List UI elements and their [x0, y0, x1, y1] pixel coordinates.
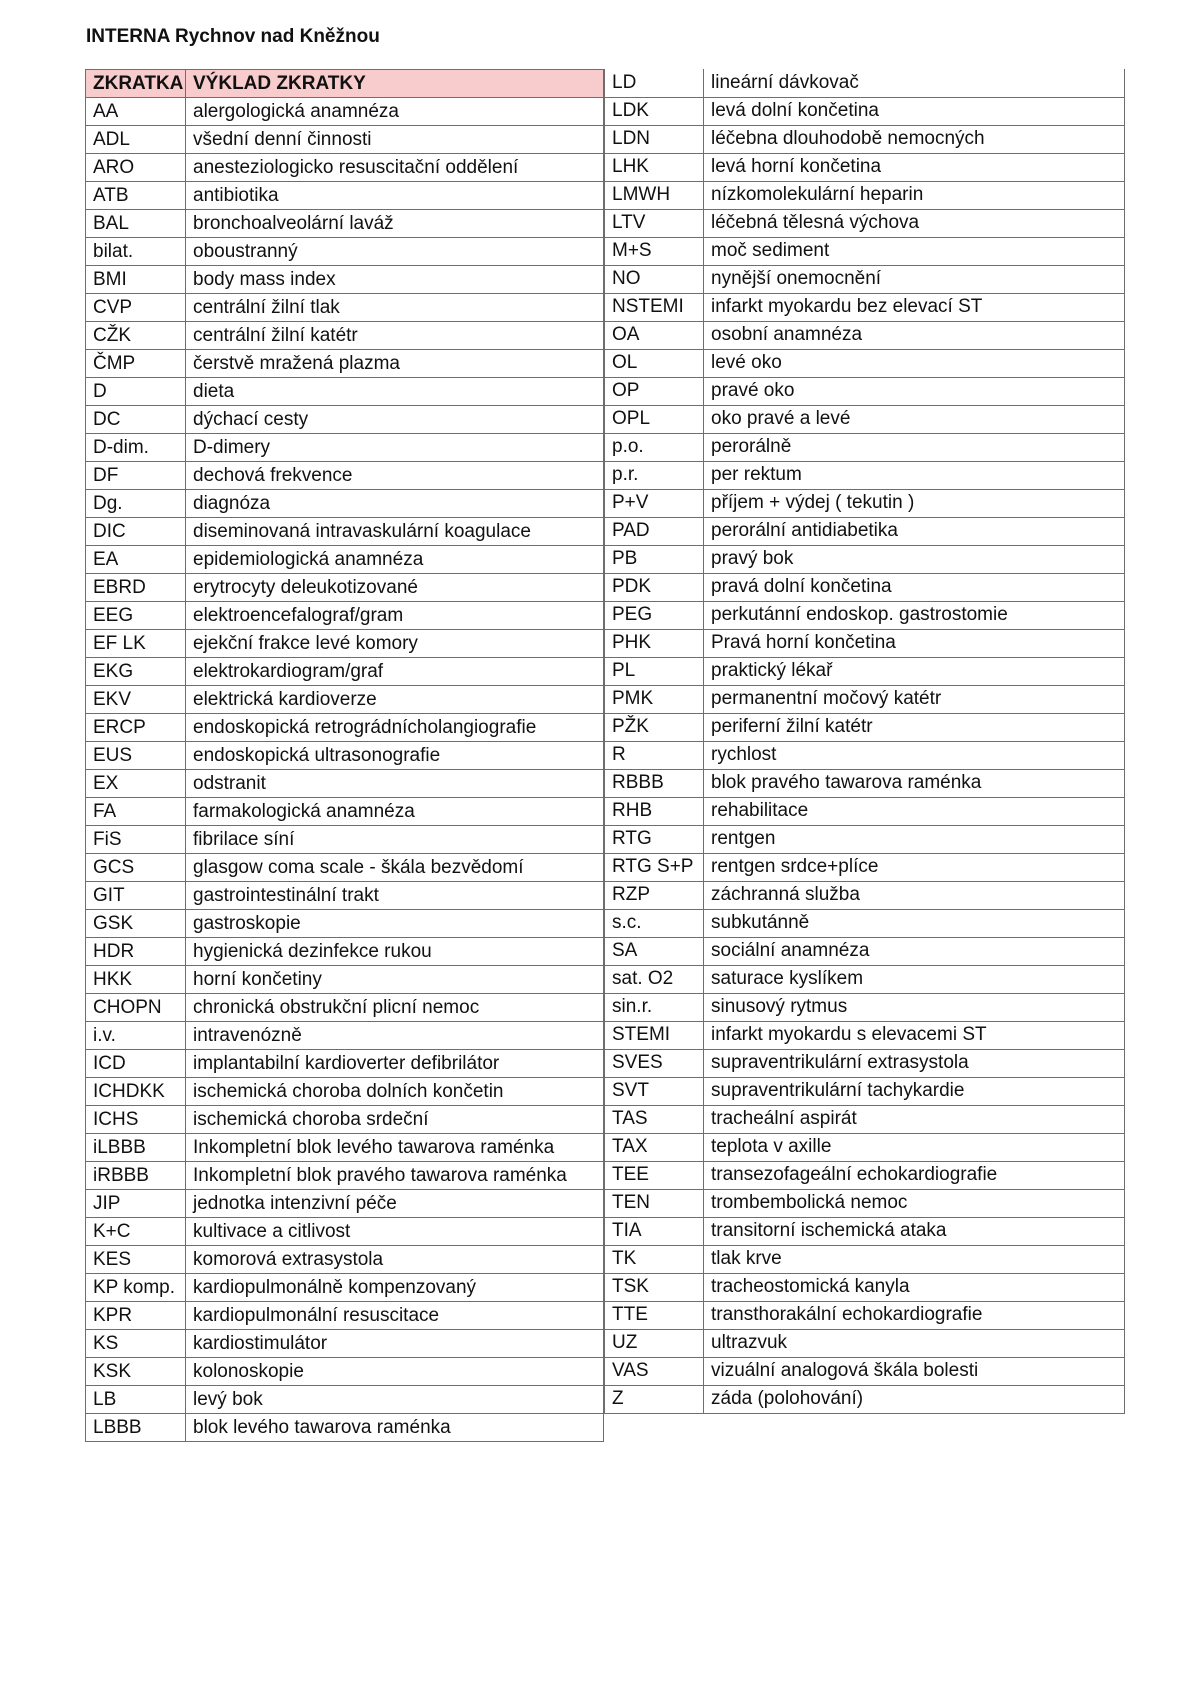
abbreviation-cell: Dg.	[86, 490, 186, 518]
meaning-cell: komorová extrasystola	[186, 1246, 604, 1274]
table-row	[86, 266, 604, 294]
abbreviation-cell: LHK	[605, 153, 704, 181]
meaning-cell: antibiotika	[186, 182, 604, 210]
table-row	[86, 742, 604, 770]
table-row	[605, 321, 1125, 349]
meaning-cell: rychlost	[704, 741, 1125, 769]
abbreviation-cell: p.r.	[605, 461, 704, 489]
meaning-cell: dieta	[186, 378, 604, 406]
table-row	[605, 489, 1125, 517]
table-row	[605, 825, 1125, 853]
meaning-cell: osobní anamnéza	[704, 321, 1125, 349]
table-row	[86, 1246, 604, 1274]
table-row	[86, 434, 604, 462]
meaning-cell: perorální antidiabetika	[704, 517, 1125, 545]
abbreviation-cell: HKK	[86, 966, 186, 994]
meaning-cell: nynější onemocnění	[704, 265, 1125, 293]
table-row	[605, 545, 1125, 573]
meaning-cell: elektrická kardioverze	[186, 686, 604, 714]
table-row	[86, 1330, 604, 1358]
abbreviation-cell: STEMI	[605, 1021, 704, 1049]
meaning-cell: všední denní činnosti	[186, 126, 604, 154]
abbreviation-cell: RHB	[605, 797, 704, 825]
abbreviation-cell: sat. O2	[605, 965, 704, 993]
abbreviation-cell: ČMP	[86, 350, 186, 378]
table-row	[86, 1106, 604, 1134]
abbreviation-table-right	[604, 69, 1125, 1414]
table-row	[86, 378, 604, 406]
meaning-cell: dýchací cesty	[186, 406, 604, 434]
abbreviation-cell: NSTEMI	[605, 293, 704, 321]
table-row	[86, 546, 604, 574]
table-row	[86, 1414, 604, 1442]
abbreviation-cell: PDK	[605, 573, 704, 601]
table-row	[86, 854, 604, 882]
header-abbreviation: ZKRATKA	[86, 70, 186, 98]
meaning-cell: kolonoskopie	[186, 1358, 604, 1386]
table-row	[86, 182, 604, 210]
abbreviation-cell: VAS	[605, 1357, 704, 1385]
abbreviation-cell: ARO	[86, 154, 186, 182]
table-row	[86, 322, 604, 350]
meaning-cell: endoskopická retrográdnícholangiografie	[186, 714, 604, 742]
table-row	[605, 69, 1125, 97]
table-row	[605, 1301, 1125, 1329]
table-row	[86, 602, 604, 630]
meaning-cell: ejekční frakce levé komory	[186, 630, 604, 658]
meaning-cell: alergologická anamnéza	[186, 98, 604, 126]
meaning-cell: sociální anamnéza	[704, 937, 1125, 965]
meaning-cell: levá dolní končetina	[704, 97, 1125, 125]
table-row	[86, 1358, 604, 1386]
abbreviation-cell: D-dim.	[86, 434, 186, 462]
abbreviation-cell: GCS	[86, 854, 186, 882]
meaning-cell: perorálně	[704, 433, 1125, 461]
abbreviation-cell: PEG	[605, 601, 704, 629]
abbreviation-cell: sin.r.	[605, 993, 704, 1021]
abbreviation-cell: FiS	[86, 826, 186, 854]
table-row	[605, 1385, 1125, 1413]
table-row	[605, 237, 1125, 265]
table-row	[605, 713, 1125, 741]
abbreviation-cell: KES	[86, 1246, 186, 1274]
abbreviation-cell: OP	[605, 377, 704, 405]
abbreviation-cell: p.o.	[605, 433, 704, 461]
abbreviation-cell: TK	[605, 1245, 704, 1273]
table-row	[605, 909, 1125, 937]
meaning-cell: per rektum	[704, 461, 1125, 489]
abbreviation-cell: EX	[86, 770, 186, 798]
table-row	[605, 461, 1125, 489]
table-row	[605, 181, 1125, 209]
abbreviation-cell: R	[605, 741, 704, 769]
table-row	[605, 1021, 1125, 1049]
abbreviation-cell: i.v.	[86, 1022, 186, 1050]
table-row	[86, 462, 604, 490]
meaning-cell: vizuální analogová škála bolesti	[704, 1357, 1125, 1385]
table-row	[605, 125, 1125, 153]
abbreviation-cell: EEG	[86, 602, 186, 630]
table-row	[605, 433, 1125, 461]
table-row	[86, 350, 604, 378]
abbreviation-cell: ADL	[86, 126, 186, 154]
abbreviation-cell: OPL	[605, 405, 704, 433]
table-row	[605, 769, 1125, 797]
meaning-cell: horní končetiny	[186, 966, 604, 994]
abbreviation-cell: ATB	[86, 182, 186, 210]
abbreviation-cell: OL	[605, 349, 704, 377]
meaning-cell: trombembolická nemoc	[704, 1189, 1125, 1217]
table-row	[605, 1077, 1125, 1105]
meaning-cell: glasgow coma scale - škála bezvědomí	[186, 854, 604, 882]
meaning-cell: transezofageální echokardiografie	[704, 1161, 1125, 1189]
abbreviation-table-left-body	[86, 70, 604, 1442]
table-row	[86, 826, 604, 854]
abbreviation-cell: TAS	[605, 1105, 704, 1133]
abbreviation-cell: LBBB	[86, 1414, 186, 1442]
meaning-cell: levé oko	[704, 349, 1125, 377]
table-row	[605, 629, 1125, 657]
abbreviation-cell: TIA	[605, 1217, 704, 1245]
abbreviation-cell: P+V	[605, 489, 704, 517]
table-row	[86, 994, 604, 1022]
meaning-cell: příjem + výdej ( tekutin )	[704, 489, 1125, 517]
abbreviation-cell: NO	[605, 265, 704, 293]
meaning-cell: čerstvě mražená plazma	[186, 350, 604, 378]
meaning-cell: levý bok	[186, 1386, 604, 1414]
abbreviation-table-right-body	[605, 69, 1125, 1413]
table-row	[86, 154, 604, 182]
meaning-cell: transitorní ischemická ataka	[704, 1217, 1125, 1245]
abbreviation-cell: SVT	[605, 1077, 704, 1105]
abbreviation-cell: GIT	[86, 882, 186, 910]
abbreviation-cell: RBBB	[605, 769, 704, 797]
table-row	[605, 1189, 1125, 1217]
meaning-cell: body mass index	[186, 266, 604, 294]
abbreviation-cell: AA	[86, 98, 186, 126]
meaning-cell: jednotka intenzivní péče	[186, 1190, 604, 1218]
table-row	[605, 265, 1125, 293]
table-row	[86, 1162, 604, 1190]
table-header-row	[86, 70, 604, 98]
abbreviation-cell: GSK	[86, 910, 186, 938]
table-row	[86, 1190, 604, 1218]
meaning-cell: ultrazvuk	[704, 1329, 1125, 1357]
meaning-cell: rentgen	[704, 825, 1125, 853]
abbreviation-cell: SVES	[605, 1049, 704, 1077]
meaning-cell: tracheální aspirát	[704, 1105, 1125, 1133]
meaning-cell: kardiopulmonální resuscitace	[186, 1302, 604, 1330]
table-row	[86, 490, 604, 518]
meaning-cell: kardiostimulátor	[186, 1330, 604, 1358]
meaning-cell: blok levého tawarova raménka	[186, 1414, 604, 1442]
table-row	[605, 517, 1125, 545]
meaning-cell: sinusový rytmus	[704, 993, 1125, 1021]
abbreviation-cell: LDK	[605, 97, 704, 125]
abbreviation-cell: PAD	[605, 517, 704, 545]
abbreviation-cell: TAX	[605, 1133, 704, 1161]
table-row	[605, 153, 1125, 181]
abbreviation-cell: KSK	[86, 1358, 186, 1386]
table-row	[605, 965, 1125, 993]
meaning-cell: léčebna dlouhodobě nemocných	[704, 125, 1125, 153]
abbreviation-cell: HDR	[86, 938, 186, 966]
table-row	[605, 377, 1125, 405]
table-row	[605, 937, 1125, 965]
meaning-cell: odstranit	[186, 770, 604, 798]
abbreviation-table-left	[85, 69, 604, 1442]
abbreviation-cell: PŽK	[605, 713, 704, 741]
abbreviation-cell: EUS	[86, 742, 186, 770]
abbreviation-cell: FA	[86, 798, 186, 826]
meaning-cell: blok pravého tawarova raménka	[704, 769, 1125, 797]
table-row	[86, 294, 604, 322]
meaning-cell: rentgen srdce+plíce	[704, 853, 1125, 881]
abbreviation-cell: ICHS	[86, 1106, 186, 1134]
table-row	[605, 1245, 1125, 1273]
abbreviation-cell: EBRD	[86, 574, 186, 602]
table-row	[86, 98, 604, 126]
meaning-cell: pravé oko	[704, 377, 1125, 405]
table-row	[86, 1218, 604, 1246]
abbreviation-cell: iLBBB	[86, 1134, 186, 1162]
meaning-cell: saturace kyslíkem	[704, 965, 1125, 993]
abbreviation-cell: bilat.	[86, 238, 186, 266]
table-row	[86, 658, 604, 686]
abbreviation-cell: CVP	[86, 294, 186, 322]
abbreviation-cell: PB	[605, 545, 704, 573]
table-row	[86, 210, 604, 238]
table-row	[605, 405, 1125, 433]
abbreviation-cell: EF LK	[86, 630, 186, 658]
meaning-cell: supraventrikulární extrasystola	[704, 1049, 1125, 1077]
meaning-cell: pravá dolní končetina	[704, 573, 1125, 601]
table-row	[86, 938, 604, 966]
meaning-cell: subkutánně	[704, 909, 1125, 937]
meaning-cell: endoskopická ultrasonografie	[186, 742, 604, 770]
abbreviation-cell: OA	[605, 321, 704, 349]
abbreviation-cell: EKG	[86, 658, 186, 686]
abbreviation-cell: Z	[605, 1385, 704, 1413]
abbreviation-cell: PHK	[605, 629, 704, 657]
document-title: INTERNA Rychnov nad Kněžnou	[86, 26, 380, 47]
table-row	[605, 741, 1125, 769]
meaning-cell: implantabilní kardioverter defibrilátor	[186, 1050, 604, 1078]
table-row	[86, 630, 604, 658]
table-row	[605, 601, 1125, 629]
meaning-cell: moč sediment	[704, 237, 1125, 265]
meaning-cell: oboustranný	[186, 238, 604, 266]
table-row	[605, 1329, 1125, 1357]
meaning-cell: levá horní končetina	[704, 153, 1125, 181]
abbreviation-cell: TEN	[605, 1189, 704, 1217]
abbreviation-cell: DIC	[86, 518, 186, 546]
meaning-cell: diseminovaná intravaskulární koagulace	[186, 518, 604, 546]
meaning-cell: dechová frekvence	[186, 462, 604, 490]
table-row	[605, 1357, 1125, 1385]
table-row	[605, 853, 1125, 881]
abbreviation-cell: ERCP	[86, 714, 186, 742]
abbreviation-cell: TSK	[605, 1273, 704, 1301]
meaning-cell: nízkomolekulární heparin	[704, 181, 1125, 209]
table-row	[605, 1133, 1125, 1161]
table-row	[605, 1105, 1125, 1133]
table-row	[605, 209, 1125, 237]
meaning-cell: hygienická dezinfekce rukou	[186, 938, 604, 966]
table-row	[86, 798, 604, 826]
meaning-cell: rehabilitace	[704, 797, 1125, 825]
abbreviation-cell: JIP	[86, 1190, 186, 1218]
table-row	[86, 882, 604, 910]
header-meaning: VÝKLAD ZKRATKY	[186, 70, 604, 98]
meaning-cell: elektroencefalograf/gram	[186, 602, 604, 630]
meaning-cell: tracheostomická kanyla	[704, 1273, 1125, 1301]
meaning-cell: permanentní močový katétr	[704, 685, 1125, 713]
abbreviation-cell: K+C	[86, 1218, 186, 1246]
meaning-cell: teplota v axille	[704, 1133, 1125, 1161]
table-row	[605, 993, 1125, 1021]
meaning-cell: tlak krve	[704, 1245, 1125, 1273]
abbreviation-cell: D	[86, 378, 186, 406]
table-row	[86, 686, 604, 714]
abbreviation-cell: iRBBB	[86, 1162, 186, 1190]
abbreviation-cell: TTE	[605, 1301, 704, 1329]
meaning-cell: D-dimery	[186, 434, 604, 462]
meaning-cell: fibrilace síní	[186, 826, 604, 854]
meaning-cell: oko pravé a levé	[704, 405, 1125, 433]
meaning-cell: praktický lékař	[704, 657, 1125, 685]
meaning-cell: Inkompletní blok pravého tawarova raménka	[186, 1162, 604, 1190]
meaning-cell: centrální žilní tlak	[186, 294, 604, 322]
table-row	[605, 685, 1125, 713]
meaning-cell: kardiopulmonálně kompenzovaný	[186, 1274, 604, 1302]
table-row	[86, 238, 604, 266]
meaning-cell: farmakologická anamnéza	[186, 798, 604, 826]
meaning-cell: anesteziologicko resuscitační oddělení	[186, 154, 604, 182]
abbreviation-cell: RTG S+P	[605, 853, 704, 881]
meaning-cell: elektrokardiogram/graf	[186, 658, 604, 686]
table-row	[86, 1386, 604, 1414]
table-row	[86, 714, 604, 742]
abbreviation-cell: CŽK	[86, 322, 186, 350]
table-row	[86, 910, 604, 938]
table-row	[86, 1078, 604, 1106]
table-row	[86, 966, 604, 994]
meaning-cell: pravý bok	[704, 545, 1125, 573]
meaning-cell: Pravá horní končetina	[704, 629, 1125, 657]
table-row	[86, 1050, 604, 1078]
table-row	[605, 1273, 1125, 1301]
table-row	[86, 770, 604, 798]
abbreviation-cell: EKV	[86, 686, 186, 714]
abbreviation-cell: LB	[86, 1386, 186, 1414]
table-row	[86, 1274, 604, 1302]
meaning-cell: centrální žilní katétr	[186, 322, 604, 350]
abbreviation-cell: M+S	[605, 237, 704, 265]
abbreviation-cell: RTG	[605, 825, 704, 853]
abbreviation-cell: LTV	[605, 209, 704, 237]
meaning-cell: kultivace a citlivost	[186, 1218, 604, 1246]
meaning-cell: lineární dávkovač	[704, 69, 1125, 97]
meaning-cell: gastroskopie	[186, 910, 604, 938]
table-row	[605, 881, 1125, 909]
table-row	[605, 349, 1125, 377]
abbreviation-cell: LDN	[605, 125, 704, 153]
meaning-cell: infarkt myokardu bez elevací ST	[704, 293, 1125, 321]
table-row	[605, 1161, 1125, 1189]
meaning-cell: ischemická choroba srdeční	[186, 1106, 604, 1134]
meaning-cell: záda (polohování)	[704, 1385, 1125, 1413]
meaning-cell: bronchoalveolární laváž	[186, 210, 604, 238]
abbreviation-cell: s.c.	[605, 909, 704, 937]
meaning-cell: epidemiologická anamnéza	[186, 546, 604, 574]
meaning-cell: supraventrikulární tachykardie	[704, 1077, 1125, 1105]
table-row	[86, 406, 604, 434]
abbreviation-cell: DF	[86, 462, 186, 490]
abbreviation-cell: BAL	[86, 210, 186, 238]
meaning-cell: infarkt myokardu s elevacemi ST	[704, 1021, 1125, 1049]
meaning-cell: gastrointestinální trakt	[186, 882, 604, 910]
abbreviation-cell: ICHDKK	[86, 1078, 186, 1106]
table-row	[605, 657, 1125, 685]
abbreviation-cell: TEE	[605, 1161, 704, 1189]
abbreviation-cell: LMWH	[605, 181, 704, 209]
abbreviation-cell: LD	[605, 69, 704, 97]
abbreviation-cell: BMI	[86, 266, 186, 294]
abbreviation-cell: KP komp.	[86, 1274, 186, 1302]
meaning-cell: ischemická choroba dolních končetin	[186, 1078, 604, 1106]
meaning-cell: transthorakální echokardiografie	[704, 1301, 1125, 1329]
abbreviation-cell: ICD	[86, 1050, 186, 1078]
table-row	[605, 293, 1125, 321]
table-row	[605, 97, 1125, 125]
abbreviation-cell: SA	[605, 937, 704, 965]
meaning-cell: periferní žilní katétr	[704, 713, 1125, 741]
table-row	[605, 797, 1125, 825]
meaning-cell: diagnóza	[186, 490, 604, 518]
table-row	[605, 573, 1125, 601]
table-row	[605, 1217, 1125, 1245]
meaning-cell: perkutánní endoskop. gastrostomie	[704, 601, 1125, 629]
abbreviation-cell: PL	[605, 657, 704, 685]
meaning-cell: chronická obstrukční plicní nemoc	[186, 994, 604, 1022]
meaning-cell: záchranná služba	[704, 881, 1125, 909]
table-row	[86, 1302, 604, 1330]
table-row	[605, 1049, 1125, 1077]
abbreviation-cell: KPR	[86, 1302, 186, 1330]
abbreviation-cell: KS	[86, 1330, 186, 1358]
table-row	[86, 574, 604, 602]
meaning-cell: erytrocyty deleukotizované	[186, 574, 604, 602]
meaning-cell: léčebná tělesná výchova	[704, 209, 1125, 237]
abbreviation-cell: RZP	[605, 881, 704, 909]
abbreviation-cell: UZ	[605, 1329, 704, 1357]
abbreviation-cell: PMK	[605, 685, 704, 713]
table-row	[86, 518, 604, 546]
abbreviation-cell: DC	[86, 406, 186, 434]
table-row	[86, 126, 604, 154]
abbreviation-cell: CHOPN	[86, 994, 186, 1022]
table-row	[86, 1134, 604, 1162]
meaning-cell: intravenózně	[186, 1022, 604, 1050]
meaning-cell: Inkompletní blok levého tawarova raménka	[186, 1134, 604, 1162]
abbreviation-cell: EA	[86, 546, 186, 574]
table-row	[86, 1022, 604, 1050]
